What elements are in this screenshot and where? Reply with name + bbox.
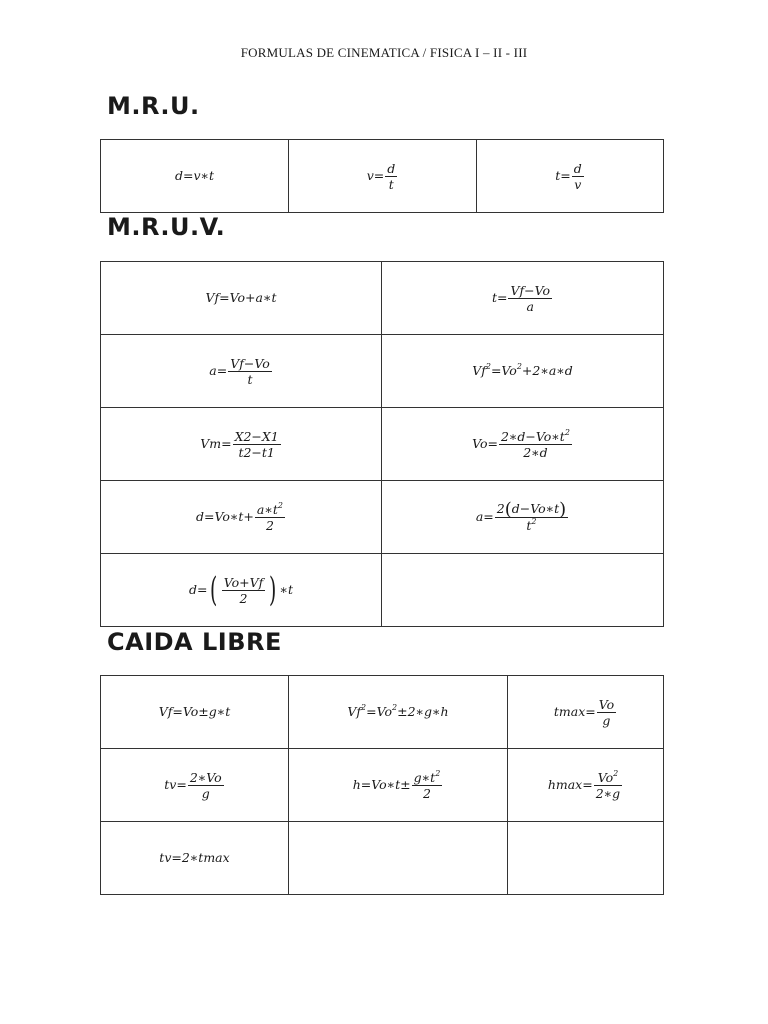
mru-formula-time: t= $\frac{d}{v}$ — [555, 160, 582, 192]
table-row — [101, 749, 664, 822]
formula-cell — [289, 676, 508, 749]
formula-cell — [101, 262, 382, 335]
mru-formula-distance: d=v∗t — [174, 168, 215, 183]
caida-formula-flight-time: tv= $\frac{2∗Vo}{g}$ — [164, 769, 222, 801]
table-row — [101, 481, 664, 554]
page-header: FORMULAS DE CINEMATICA / FISICA I – II - III — [240, 45, 528, 60]
mruv-formula-time: t= $\frac{Vf-Vo}{a}$ — [491, 282, 551, 314]
formula-cell — [101, 554, 382, 627]
table-row — [101, 140, 664, 213]
empty-cell — [289, 822, 508, 895]
caida-formula-velocity-squared: $Vf^2=Vo^2\pm 2∗g∗h$ — [347, 703, 449, 719]
empty-cell — [382, 554, 664, 627]
table-row — [101, 408, 664, 481]
table-row — [101, 822, 664, 895]
formula-cell — [382, 408, 664, 481]
formula-cell — [101, 140, 289, 213]
empty-cell — [508, 822, 664, 895]
mruv-title: M.R.U.V. — [107, 213, 226, 241]
formula-cell — [477, 140, 664, 213]
caida-libre-table — [100, 675, 664, 895]
caida-formula-final-velocity: Vf=Vo±g∗t — [158, 704, 231, 719]
mruv-formula-distance-mean: d=( $\frac{Vo+Vf}{2}$ ) ∗t — [188, 570, 294, 610]
mruv-formula-velocity-squared: $Vf^2=Vo^2+2∗a∗d$ — [472, 362, 573, 378]
formula-cell — [289, 140, 477, 213]
formula-cell — [101, 676, 289, 749]
formula-cell — [382, 335, 664, 408]
caida-formula-tmax: tmax= $\frac{Vo}{g}$ — [553, 696, 615, 728]
table-row — [101, 335, 664, 408]
mruv-formula-acceleration-from-distance: a= $\frac{2(d-Vo∗t)}{t^2}$ — [475, 499, 567, 533]
mruv-formula-acceleration: a= $\frac{Vf-Vo}{t}$ — [209, 355, 270, 387]
table-row — [101, 676, 664, 749]
caida-formula-hmax: hmax= $\frac{Vo^2}{2∗g}$ — [547, 768, 621, 801]
formula-cell — [101, 822, 289, 895]
formula-cell — [508, 749, 664, 822]
mru-formula-velocity: v= $\frac{d}{t}$ — [366, 160, 396, 192]
mruv-formula-distance: d=Vo∗t+ $\frac{a∗t^2}{2}$ — [196, 500, 283, 533]
mruv-formula-initial-velocity: Vo= $\frac{2∗d-Vo∗t^2}{2∗d}$ — [472, 427, 570, 460]
caida-formula-height: h=Vo∗t± $\frac{g∗t^2}{2}$ — [352, 768, 441, 801]
formula-cell — [382, 262, 664, 335]
caida-libre-title: CAIDA LIBRE — [107, 628, 282, 656]
formula-cell — [101, 749, 289, 822]
formula-cell — [101, 481, 382, 554]
table-row — [101, 554, 664, 627]
formula-cell — [101, 408, 382, 481]
mru-table — [100, 139, 664, 213]
mruv-table — [100, 261, 664, 627]
formula-cell — [101, 335, 382, 408]
formula-cell — [382, 481, 664, 554]
formula-cell — [508, 676, 664, 749]
formula-cell — [289, 749, 508, 822]
mruv-formula-final-velocity: Vf=Vo+a∗t — [205, 290, 277, 305]
caida-formula-flight-time-tmax: tv=2∗tmax — [159, 850, 230, 865]
mru-title: M.R.U. — [107, 92, 200, 120]
mruv-formula-mean-velocity: Vm= $\frac{X2-X1}{t2-t1}$ — [200, 428, 279, 460]
table-row — [101, 262, 664, 335]
